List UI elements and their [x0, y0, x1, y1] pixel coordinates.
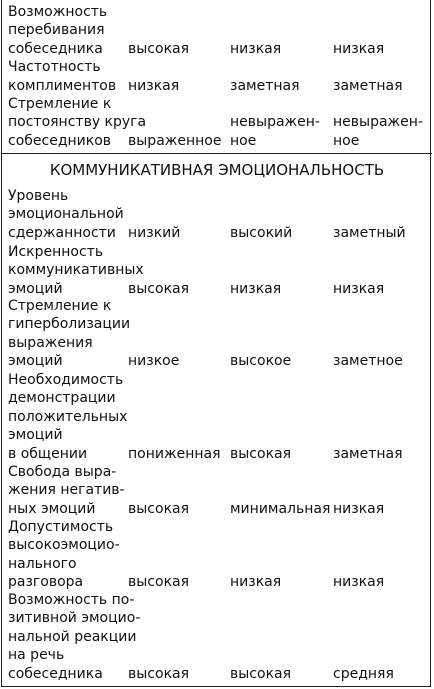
label-line: Искренность: [8, 244, 104, 260]
value-cell: высокая: [128, 280, 190, 297]
label-line: Допустимость: [8, 519, 114, 535]
label-line: Частотность: [8, 59, 101, 76]
value-cell: пониженная: [128, 445, 221, 462]
value-cell: высокая: [128, 40, 190, 57]
value-cell: высокая: [128, 574, 190, 591]
row-label: [8, 3, 138, 58]
row-label: [8, 187, 138, 242]
value-cell: низкий: [128, 224, 181, 241]
label-line: сдержанности: [8, 224, 116, 241]
label-line: коммуникативных: [8, 262, 144, 279]
label-line: жения негатив-: [8, 482, 125, 499]
value-cell: высокое: [230, 353, 292, 370]
label-line: гиперболизации: [8, 316, 131, 333]
value-cell: низкая: [128, 77, 180, 94]
value-cell: низкая: [230, 574, 282, 591]
label-line: высокоэмоцио-: [8, 537, 120, 554]
value-cell: низкая: [230, 40, 282, 57]
label-line: собеседника: [8, 665, 103, 682]
value-cell: высокая: [230, 445, 292, 462]
label-line: ных эмоций: [8, 500, 96, 517]
row-label: [8, 591, 141, 683]
label-line: Свобода выра-: [8, 464, 117, 480]
value-cell: низкая: [333, 40, 385, 57]
label-line: Уровень: [8, 188, 69, 204]
value-cell: низкая: [333, 500, 385, 517]
value-cell: невыражен- ное: [230, 114, 320, 149]
value-cell: средняя: [333, 665, 394, 682]
row-label: [8, 297, 138, 371]
value-cell: высокая: [128, 665, 190, 682]
label-line: на речь: [8, 647, 65, 664]
value-cell: заметная: [230, 77, 300, 94]
value-cell: заметный: [333, 224, 406, 241]
label-line: собеседников: [8, 132, 112, 149]
value-cell: низкая: [230, 280, 282, 297]
label-line: собеседника: [8, 40, 103, 57]
section-divider: [1, 153, 432, 154]
value-cell: минимальная: [230, 500, 331, 517]
value-cell: заметная: [333, 445, 403, 462]
row-label: [8, 463, 138, 518]
label-line: разговора: [8, 574, 84, 591]
row-label: [8, 243, 144, 298]
row-label: [8, 95, 147, 150]
label-line: перебивания: [8, 22, 105, 39]
label-line: демонстрации: [8, 390, 116, 407]
value-cell: высокая: [230, 665, 292, 682]
section-title: КОММУНИКАТИВНАЯ ЭМОЦИОНАЛЬНОСТЬ: [49, 161, 385, 179]
label-line: эмоциональной: [8, 206, 124, 223]
label-line: нальной реакции: [8, 628, 137, 645]
label-line: положительных: [8, 408, 128, 425]
label-line: эмоций: [8, 280, 63, 297]
label-line: Необходимость: [8, 372, 124, 388]
label-line: Стремление к: [8, 298, 112, 314]
value-cell: высокий: [230, 224, 293, 241]
label-line: Возможность: [8, 4, 108, 20]
value-cell: высокая: [128, 500, 190, 517]
value-cell: низкая: [333, 280, 385, 297]
label-line: эмоций: [8, 353, 63, 370]
label-line: выражения: [8, 334, 93, 351]
label-line: зитивной эмоцио-: [8, 610, 141, 627]
label-line: комплиментов: [8, 77, 117, 94]
row-label: [8, 518, 138, 592]
label-line: Стремление к: [8, 96, 112, 112]
row-label: [8, 58, 138, 95]
value-cell: низкая: [333, 574, 385, 591]
label-line: в общении: [8, 445, 88, 462]
label-line: эмоций: [8, 427, 63, 444]
value-cell: заметное: [333, 353, 403, 370]
value-cell: невыражен- ное: [333, 114, 423, 149]
value-cell: низкое: [128, 353, 180, 370]
value-cell: заметная: [333, 77, 403, 94]
row-label: [8, 371, 138, 463]
label-line: постоянству круга: [8, 114, 147, 131]
value-cell: выраженное: [128, 132, 222, 149]
label-line: Возможность по-: [8, 592, 135, 608]
label-line: нального: [8, 555, 77, 572]
